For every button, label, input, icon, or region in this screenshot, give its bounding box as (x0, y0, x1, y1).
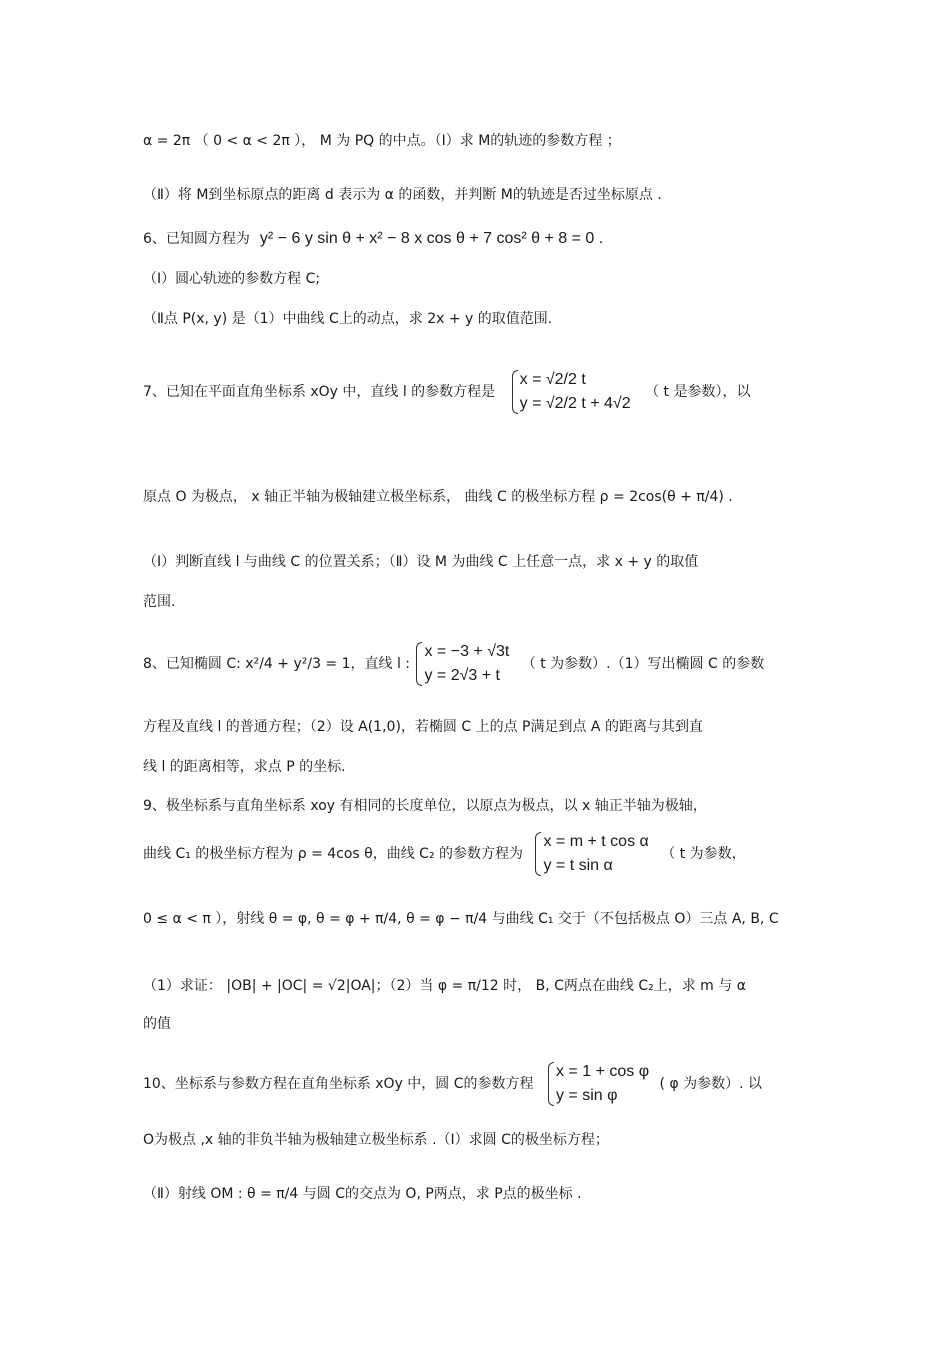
text-line-alpha-range: α = 2π （ 0 < α < 2π ）， M 为 PQ 的中点。（Ⅰ）求 M的轨迹的参数方程 ； (143, 133, 621, 149)
problem-7-line-3: （Ⅰ）判断直线 l 与曲线 C 的位置关系；（Ⅱ）设 M 为曲线 C 上任意一点，求 x + y 的取值 (143, 554, 699, 570)
problem-6-part-ii: （Ⅱ点 P(x, y) 是（1）中曲线 C上的动点，求 2x + y 的取值范围. (143, 311, 553, 327)
problem-9-line-1: 9、极坐标系与直角坐标系 xoy 有相同的长度单位，以原点为极点，以 x 轴正半轴为极轴， (143, 798, 707, 814)
problem-8-statement: 8、已知椭圆 C: x²/4 + y²/3 = 1，直线 l : x = −3 + √3t y = 2√3 + t （ t 为参数）.（1）写出椭圆 C 的参数 (143, 640, 823, 696)
problem-7-line-2: 原点 O 为极点， x 轴正半轴为极轴建立极坐标系， 曲线 C 的极坐标方程 ρ = 2cos(θ + π/4) . (143, 489, 733, 505)
text-line-part-ii: （Ⅱ）将 M到坐标原点的距离 d 表示为 α 的函数，并判断 M的轨迹是否过坐标原点 . (143, 187, 662, 203)
problem-10-line-3: （Ⅱ）射线 OM : θ = π/4 与圆 C的交点为 O, P两点，求 P点的极坐标 . (143, 1186, 582, 1202)
problem-9-line-5: 的值 (143, 1016, 171, 1032)
problem-7-param-system: x = √2/2 t y = √2/2 t + 4√2 (510, 368, 631, 416)
problem-7-line-4: 范围. (143, 594, 176, 610)
problem-6-part-i: （Ⅰ）圆心轨迹的参数方程 C; (143, 271, 321, 287)
problem-7-statement: 7、已知在平面直角坐标系 xOy 中，直线 l 的参数方程是 x = √2/2 t y = √2/2 t + 4√2 （ t 是参数），以 (143, 368, 823, 458)
problem-10-statement: 10、坐标系与参数方程在直角坐标系 xOy 中，圆 C的参数方程 x = 1 + cos φ y = sin φ ( φ 为参数）. 以 (143, 1060, 823, 1116)
problem-8-line-3: 线 l 的距离相等，求点 P 的坐标. (143, 759, 346, 775)
problem-9-line-4: （1）求证： |OB| + |OC| = √2|OA|；（2）当 φ = π/12 时， B, C两点在曲线 C₂上，求 m 与 α (143, 978, 746, 994)
problem-9-line-2: 曲线 C₁ 的极坐标方程为 ρ = 4cos θ，曲线 C₂ 的参数方程为 x = m + t cos α y = t sin α （ t 为参数， (143, 830, 823, 886)
problem-8-param-system: x = −3 + √3t y = 2√3 + t (414, 640, 509, 688)
problem-9-line-3: 0 ≤ α < π ），射线 θ = φ, θ = φ + π/4, θ = φ − π/4 与曲线 C₁ 交于（不包括极点 O）三点 A, B, C (143, 911, 779, 927)
problem-8-line-2: 方程及直线 l 的普通方程；（2）设 A(1,0)，若椭圆 C 上的点 P满足到点 A 的距离与其到直 (143, 719, 703, 735)
problem-10-param-system: x = 1 + cos φ y = sin φ (546, 1060, 649, 1108)
problem-10-line-2: O为极点 ,x 轴的非负半轴为极轴建立极坐标系 .（Ⅰ）求圆 C的极坐标方程； (143, 1132, 609, 1148)
problem-9-param-system: x = m + t cos α y = t sin α (533, 830, 648, 878)
problem-6-statement: 6、已知圆方程为 y² − 6 y sin θ + x² − 8 x cos θ + 7 cos² θ + 8 = 0 . (143, 230, 604, 247)
